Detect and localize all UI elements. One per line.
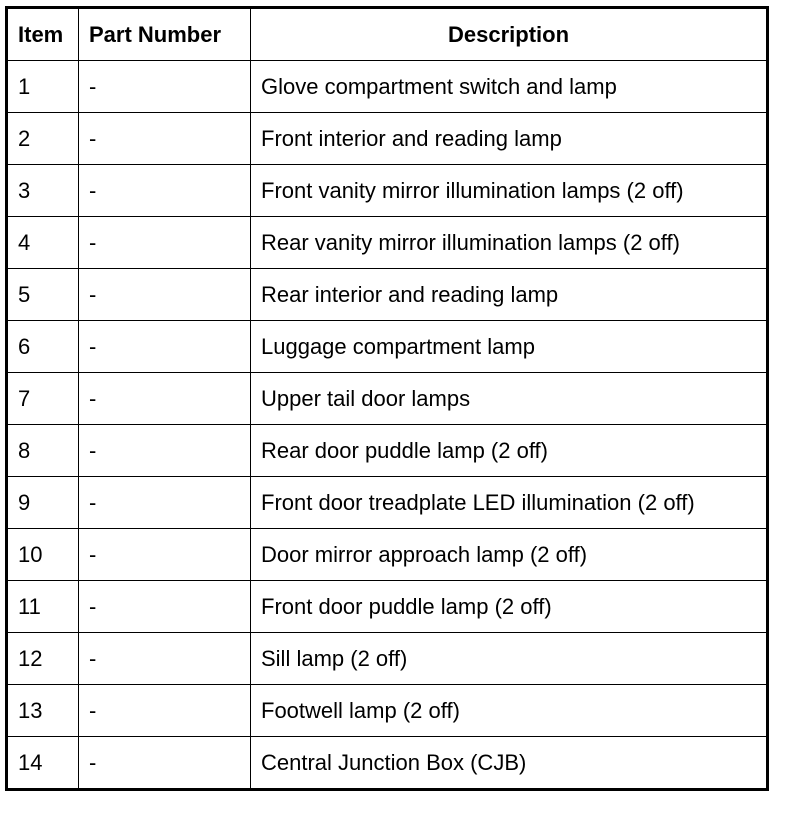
cell-item: 4: [7, 217, 79, 269]
cell-description: Front door puddle lamp (2 off): [251, 581, 768, 633]
cell-part-number: -: [79, 269, 251, 321]
cell-description: Central Junction Box (CJB): [251, 737, 768, 790]
table-row: [7, 581, 768, 633]
cell-part-number: -: [79, 477, 251, 529]
cell-item: 13: [7, 685, 79, 737]
cell-description: Luggage compartment lamp: [251, 321, 768, 373]
cell-part-number: -: [79, 685, 251, 737]
cell-item: 5: [7, 269, 79, 321]
cell-part-number: -: [79, 581, 251, 633]
cell-part-number: -: [79, 321, 251, 373]
cell-part-number: -: [79, 113, 251, 165]
cell-item: 8: [7, 425, 79, 477]
cell-part-number: -: [79, 633, 251, 685]
header-part-number: Part Number: [79, 8, 251, 61]
cell-item: 7: [7, 373, 79, 425]
parts-table: [5, 6, 769, 791]
cell-item: 10: [7, 529, 79, 581]
cell-description: Glove compartment switch and lamp: [251, 61, 768, 113]
table-body: [7, 61, 768, 790]
cell-description: Front door treadplate LED illumination (2 off): [251, 477, 768, 529]
cell-item: 11: [7, 581, 79, 633]
table-row: [7, 269, 768, 321]
cell-description: Front interior and reading lamp: [251, 113, 768, 165]
cell-part-number: -: [79, 425, 251, 477]
cell-description: Footwell lamp (2 off): [251, 685, 768, 737]
header-row: [7, 8, 768, 61]
cell-item: 3: [7, 165, 79, 217]
table-row: [7, 737, 768, 790]
cell-description: Rear interior and reading lamp: [251, 269, 768, 321]
cell-item: 9: [7, 477, 79, 529]
table-row: [7, 477, 768, 529]
cell-description: Front vanity mirror illumination lamps (2 off): [251, 165, 768, 217]
cell-description: Rear door puddle lamp (2 off): [251, 425, 768, 477]
table-row: [7, 321, 768, 373]
cell-item: 2: [7, 113, 79, 165]
cell-part-number: -: [79, 373, 251, 425]
table-row: [7, 633, 768, 685]
header-description: Description: [251, 8, 768, 61]
cell-part-number: -: [79, 737, 251, 790]
cell-part-number: -: [79, 529, 251, 581]
table-row: [7, 529, 768, 581]
cell-item: 14: [7, 737, 79, 790]
cell-item: 6: [7, 321, 79, 373]
table-row: [7, 685, 768, 737]
table-row: [7, 113, 768, 165]
cell-item: 1: [7, 61, 79, 113]
cell-description: Door mirror approach lamp (2 off): [251, 529, 768, 581]
cell-part-number: -: [79, 217, 251, 269]
table-row: [7, 165, 768, 217]
cell-description: Rear vanity mirror illumination lamps (2 off): [251, 217, 768, 269]
table-row: [7, 61, 768, 113]
table-header: [7, 8, 768, 61]
cell-description: Sill lamp (2 off): [251, 633, 768, 685]
cell-part-number: -: [79, 165, 251, 217]
cell-item: 12: [7, 633, 79, 685]
cell-part-number: -: [79, 61, 251, 113]
table-row: [7, 217, 768, 269]
header-item: Item: [7, 8, 79, 61]
table-row: [7, 425, 768, 477]
cell-description: Upper tail door lamps: [251, 373, 768, 425]
table-row: [7, 373, 768, 425]
